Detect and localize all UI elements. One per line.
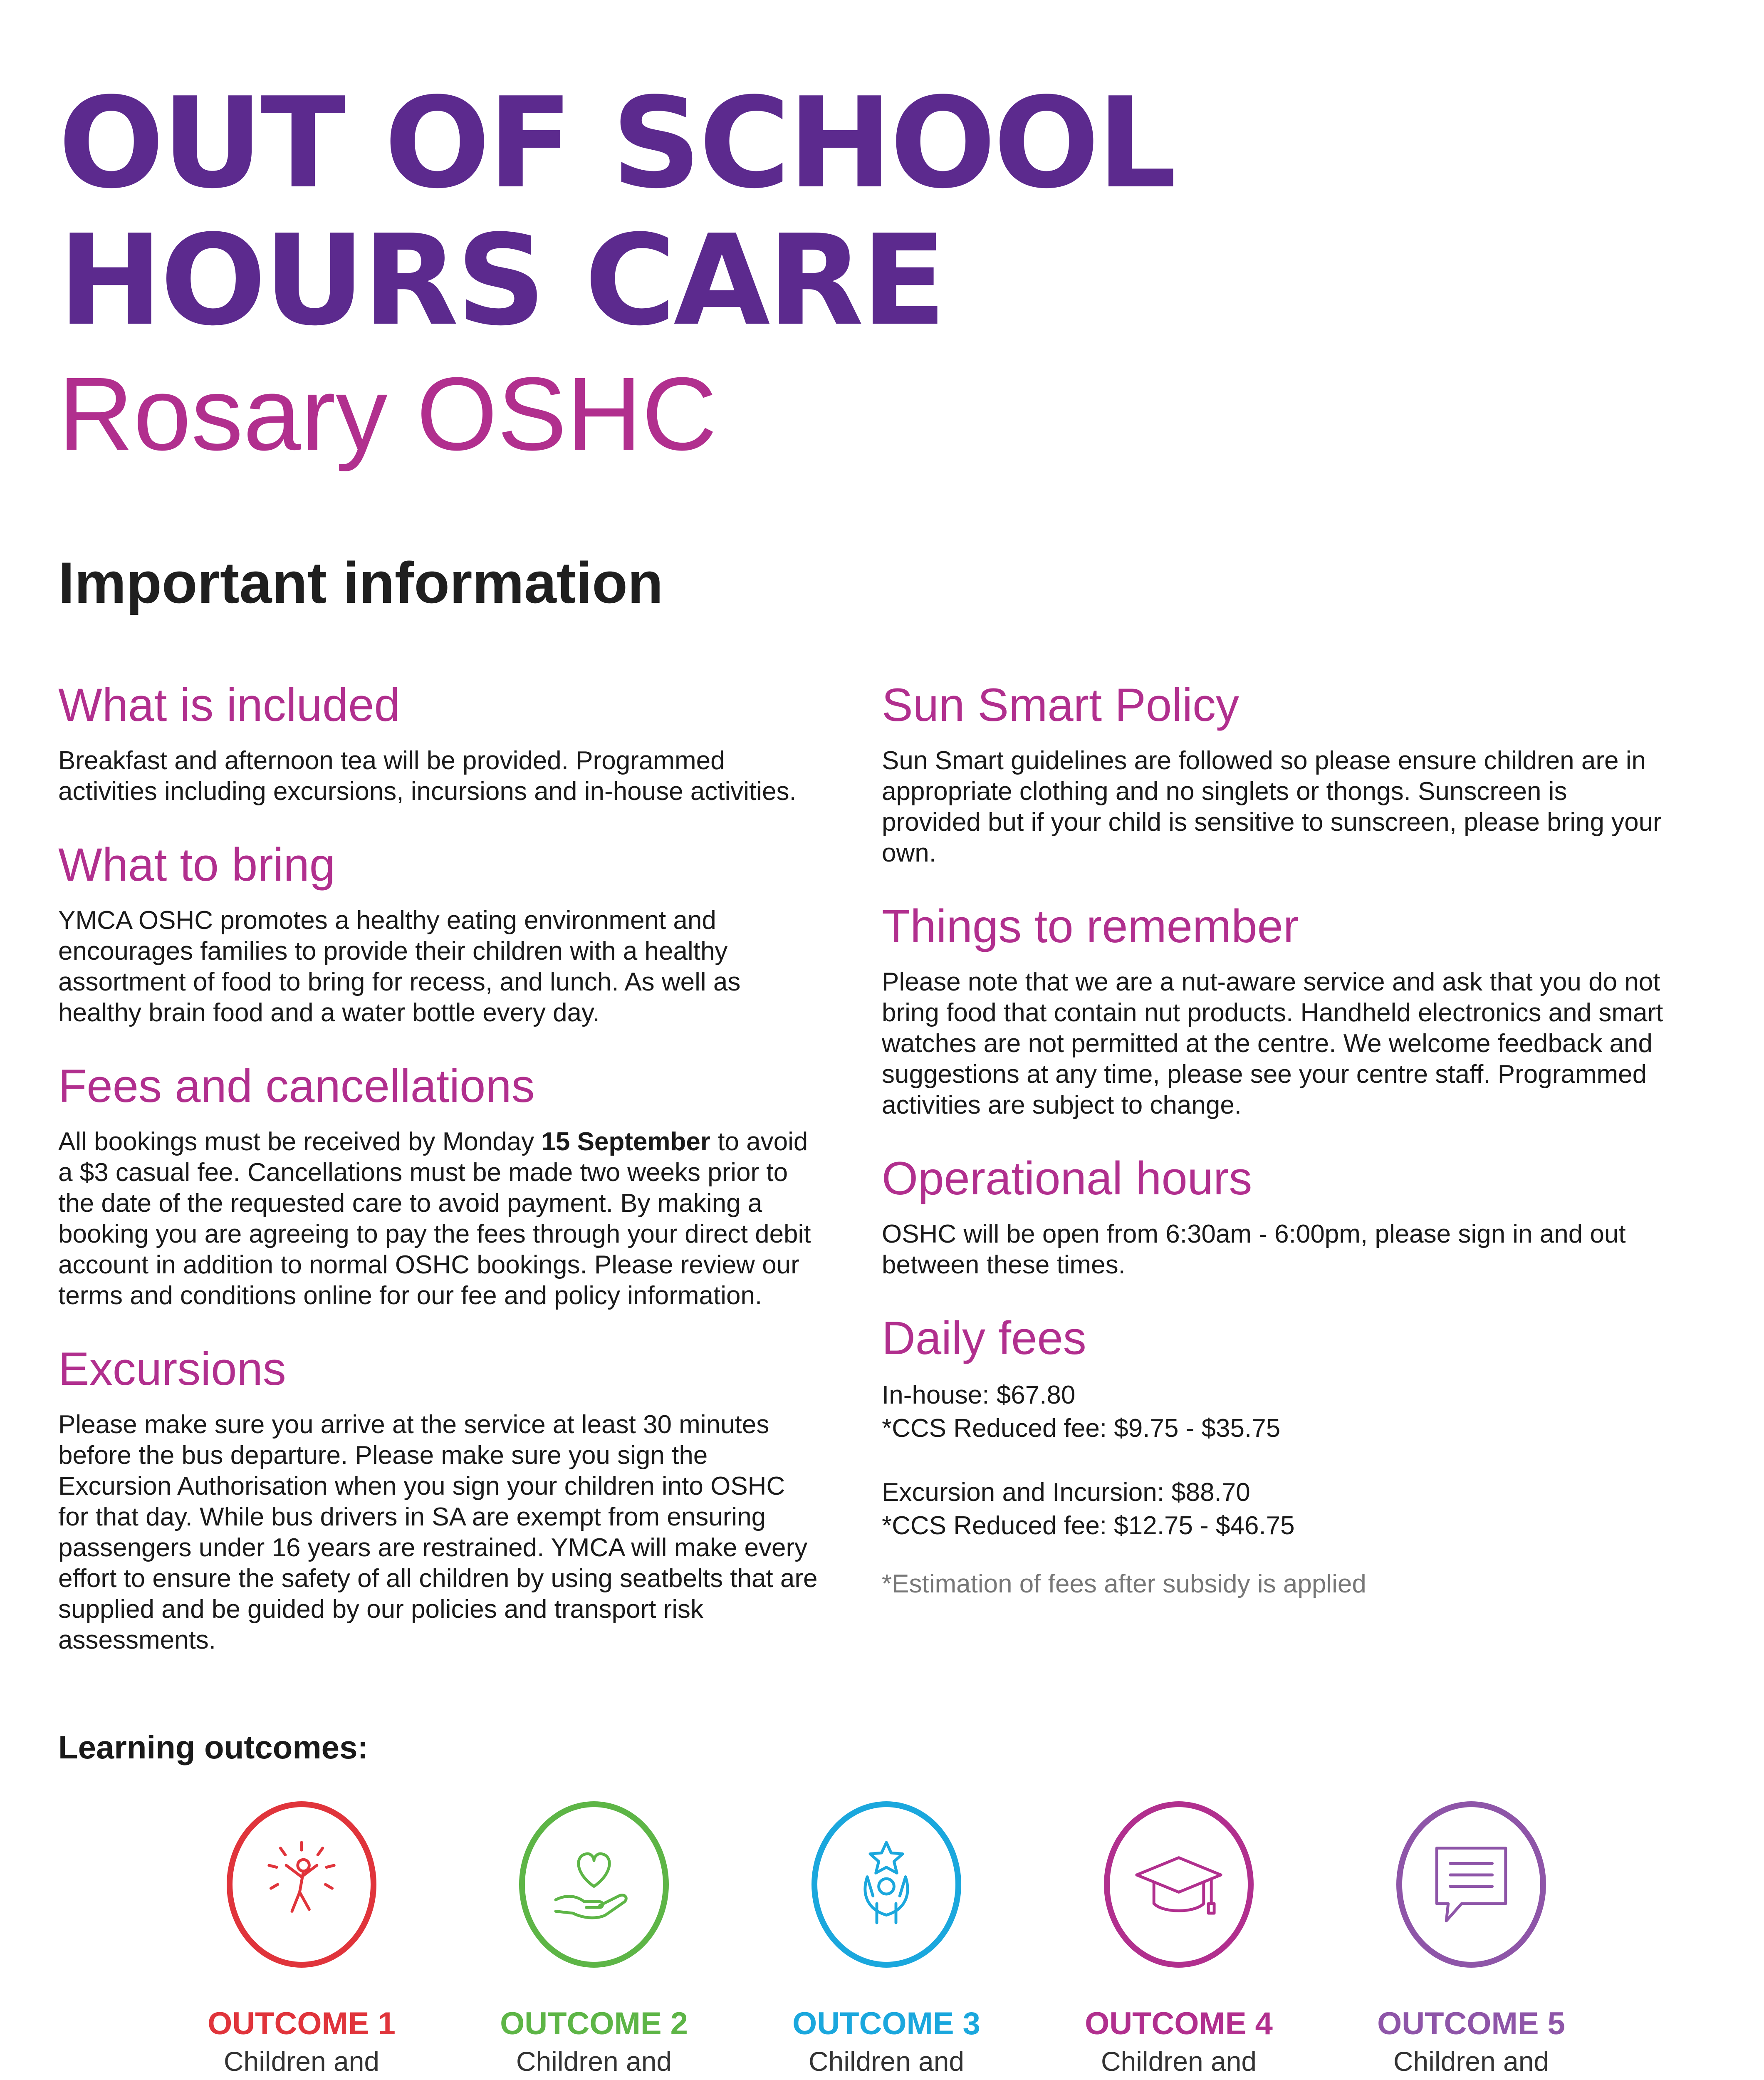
section-body xyxy=(58,1127,819,1311)
section-body: Please make sure you arrive at the service at least 30 minutes before the bus departure. Please make sure you sign the Excursion Authorisation when you sign your children into OSHC for that day. While bus drivers in SA are exempt from ensuring passengers under 16 years are restrained. YMCA will make every effort to ensure the safety of all children by using seatbelts that are supplied and be guided by our policies and transport risk assessments. xyxy=(58,1410,818,1654)
outcome-5 xyxy=(1334,1801,1608,2080)
section-body: OSHC will be open from 6:30am - 6:00pm, please sign in and out between these times. xyxy=(882,1220,1626,1279)
excursion-fee: Excursion and Incursion: $88.70 xyxy=(882,1478,1250,1507)
section-heading: Fees and cancellations xyxy=(58,1060,535,1112)
fees-and-cancellations-section xyxy=(58,1059,819,1311)
sun-smart-policy-section xyxy=(882,678,1672,869)
outcome-title: OUTCOME 2 xyxy=(500,2006,688,2041)
outcome-title: OUTCOME 3 xyxy=(792,2006,980,2041)
things-to-remember-section xyxy=(882,899,1672,1121)
outcome-line: Children and xyxy=(516,2046,672,2077)
what-is-included-section xyxy=(58,678,819,807)
person-celebrating-icon xyxy=(227,1801,376,1968)
section-body: Please note that we are a nut-aware service and ask that you do not bring food that contain nut products. Handheld electronics and smart watches are not permitted at the centre. We welcome feedback and suggestions at any time, please see your centre staff. Programmed activities are subject to change. xyxy=(882,968,1663,1119)
learning-outcomes-row xyxy=(164,1801,1608,2080)
operational-hours-section xyxy=(882,1151,1672,1280)
person-with-star-icon xyxy=(811,1801,961,1968)
left-column xyxy=(58,678,819,1686)
outcome-title: OUTCOME 1 xyxy=(208,2006,396,2041)
section-heading: Operational hours xyxy=(882,1152,1252,1204)
outcome-title: OUTCOME 4 xyxy=(1085,2006,1273,2041)
outcome-2 xyxy=(457,1801,731,2080)
booking-deadline-date: 15 September xyxy=(541,1127,711,1156)
learning-outcomes-heading: Learning outcomes: xyxy=(58,1729,369,1766)
outcome-3 xyxy=(749,1801,1024,2080)
outcome-line: Children and xyxy=(223,2046,380,2077)
section-body: YMCA OSHC promotes a healthy eating environment and encourages families to provide their children with a healthy assortment of food to bring for recess, and lunch. As well as healthy brain food and a water bottle every day. xyxy=(58,906,741,1027)
page-subtitle: Rosary OSHC xyxy=(58,356,717,472)
outcome-title: OUTCOME 5 xyxy=(1377,2006,1565,2041)
title-line-2: HOURS CARE xyxy=(58,208,944,353)
excursions-section xyxy=(58,1342,819,1656)
speech-bubble-icon xyxy=(1396,1801,1546,1968)
fees-text-start: All bookings must be received by Monday xyxy=(58,1127,542,1156)
outcome-line: Children and xyxy=(808,2046,965,2077)
important-information-heading: Important information xyxy=(58,550,663,615)
outcome-line: Children and xyxy=(1101,2046,1257,2077)
section-heading: Daily fees xyxy=(882,1312,1086,1364)
inhouse-fee: In-house: $67.80 xyxy=(882,1381,1076,1409)
section-heading: Things to remember xyxy=(882,900,1299,952)
daily-fees-section xyxy=(882,1311,1672,1601)
fees-text-end: to avoid a $3 casual fee. Cancellations must be made two weeks prior to the date of the requested care to avoid payment. By making a booking you are agreeing to pay the fees through your direct debit account in addition to normal OSHC bookings. Please review our terms and conditions online for our fee and policy information. xyxy=(58,1127,811,1310)
section-body: Breakfast and afternoon tea will be provided. Programmed activities including excursions, incursions and in-house activities. xyxy=(58,746,797,806)
outcome-1 xyxy=(164,1801,439,2080)
fee-estimation-note: *Estimation of fees after subsidy is applied xyxy=(882,1570,1366,1598)
outcome-4 xyxy=(1042,1801,1316,2080)
section-body: Sun Smart guidelines are followed so please ensure children are in appropriate clothing and no singlets or thongs. Sunscreen is provided but if your child is sensitive to sunscreen, please bring your own. xyxy=(882,746,1662,867)
section-heading: What is included xyxy=(58,679,400,731)
section-heading: What to bring xyxy=(58,839,336,891)
outcome-line: Children and xyxy=(1393,2046,1549,2077)
what-to-bring-section xyxy=(58,838,819,1028)
page-title xyxy=(58,71,1306,353)
section-heading: Excursions xyxy=(58,1343,286,1395)
title-line-1: OUT OF SCHOOL xyxy=(58,71,1174,216)
section-heading: Sun Smart Policy xyxy=(882,679,1239,731)
graduation-cap-icon xyxy=(1104,1801,1254,1968)
heart-in-hand-icon xyxy=(519,1801,669,1968)
excursion-ccs-fee: *CCS Reduced fee: $12.75 - $46.75 xyxy=(882,1511,1295,1540)
right-column xyxy=(882,678,1672,1632)
inhouse-ccs-fee: *CCS Reduced fee: $9.75 - $35.75 xyxy=(882,1414,1281,1443)
